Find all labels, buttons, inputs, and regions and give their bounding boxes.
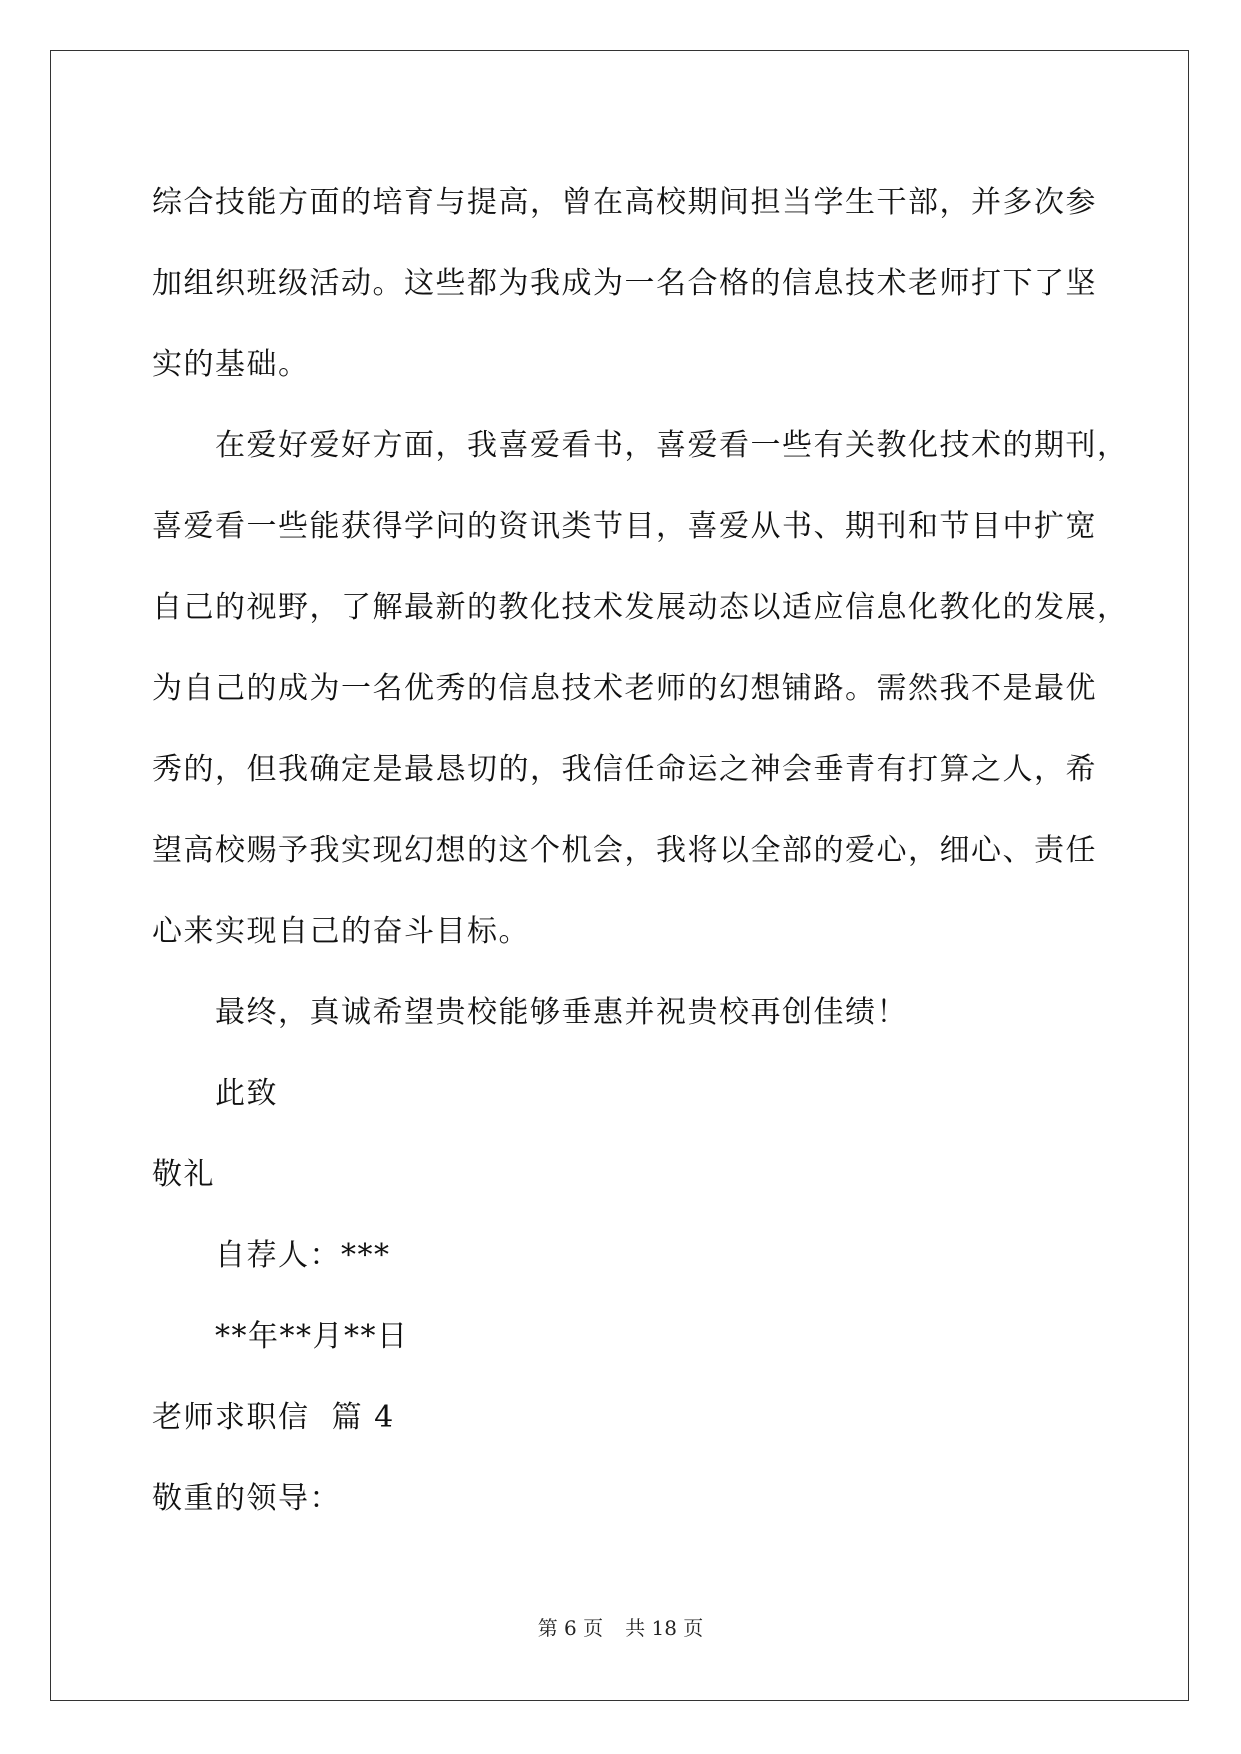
paragraph-line: 心来实现自己的奋斗目标。 (152, 914, 530, 949)
paragraph-line: 喜爱看一些能获得学问的资讯类节目，喜爱从书、期刊和节目中扩宽 (152, 509, 1097, 544)
paragraph-line: 秀的，但我确定是最恳切的，我信任命运之神会垂青有打算之人，希 (152, 752, 1097, 787)
closing-wish: 最终，真诚希望贵校能够垂惠并祝贵校再创佳绩！ (215, 995, 908, 1030)
paragraph-line: 为自己的成为一名优秀的信息技术老师的幻想铺路。需然我不是最优 (152, 671, 1097, 706)
section-heading: 老师求职信 篇 4 (152, 1400, 395, 1435)
paragraph-line: 实的基础。 (152, 347, 310, 382)
date-line: **年**月**日 (215, 1319, 409, 1354)
page-number-total: 共 18 页 (625, 1616, 704, 1640)
paragraph-line: 在爱好爱好方面，我喜爱看书，喜爱看一些有关教化技术的期刊， (215, 428, 1129, 463)
paragraph-line: 自己的视野，了解最新的教化技术发展动态以适应信息化教化的发展， (152, 590, 1129, 625)
page-number-current: 第 6 页 (537, 1616, 604, 1640)
paragraph-line: 加组织班级活动。这些都为我成为一名合格的信息技术老师打下了坚 (152, 266, 1097, 301)
salutation-jingli: 敬礼 (152, 1157, 215, 1192)
paragraph-line: 望高校赐予我实现幻想的这个机会，我将以全部的爱心，细心、责任 (152, 833, 1097, 868)
salutation-cizhi: 此致 (215, 1076, 278, 1111)
document-body (152, 162, 1129, 1539)
signature-line: 自荐人：*** (215, 1238, 391, 1273)
page-footer (0, 1614, 1241, 1642)
greeting-line: 敬重的领导： (152, 1481, 341, 1516)
paragraph-line: 综合技能方面的培育与提高，曾在高校期间担当学生干部，并多次参 (152, 185, 1097, 220)
